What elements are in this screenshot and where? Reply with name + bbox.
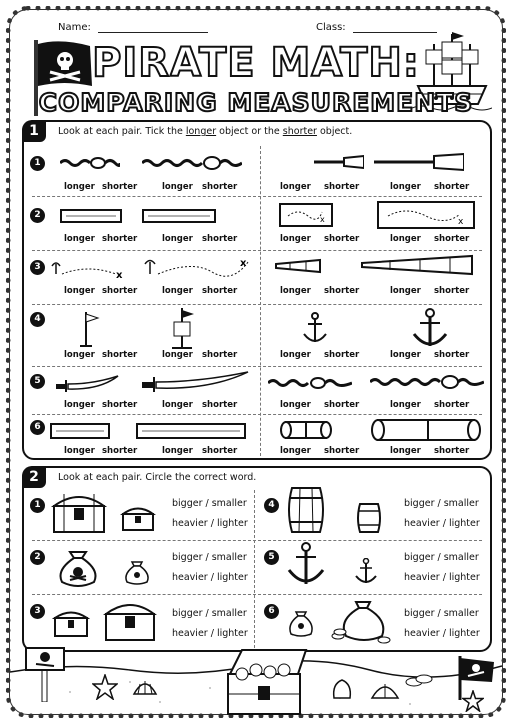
option-longer[interactable]: longer — [162, 234, 193, 244]
option-shorter[interactable]: shorter — [102, 350, 138, 360]
short-sword-icon — [54, 374, 120, 394]
option-longer[interactable]: longer — [64, 350, 95, 360]
option-longer[interactable]: longer — [162, 350, 193, 360]
option-shorter[interactable]: shorter — [324, 446, 360, 456]
name-field[interactable] — [58, 22, 208, 33]
option-shorter[interactable]: shorter — [202, 182, 238, 192]
item-number: 5 — [264, 550, 279, 565]
long-rope-icon — [142, 156, 242, 170]
long-plank-icon — [142, 208, 216, 224]
small-barrel-icon — [356, 502, 382, 534]
row-divider — [32, 414, 482, 415]
option-longer[interactable]: longer — [390, 400, 421, 410]
row-number: 2 — [30, 208, 45, 223]
option-shorter[interactable]: shorter — [434, 286, 470, 296]
option-longer[interactable]: longer — [280, 286, 311, 296]
option-shorter[interactable]: shorter — [202, 234, 238, 244]
option-shorter[interactable]: shorter — [102, 400, 138, 410]
starfish-icon — [462, 690, 484, 712]
item-number: 6 — [264, 604, 279, 619]
large-anchor-icon — [286, 542, 326, 588]
page-subtitle: COMPARING MEASUREMENTS — [38, 88, 474, 117]
section-1-instruction — [58, 126, 352, 137]
option-shorter[interactable]: shorter — [102, 286, 138, 296]
small-coin-bag-icon — [286, 606, 316, 638]
option-bigger-smaller[interactable]: bigger / smaller — [172, 608, 247, 619]
option-shorter[interactable]: shorter — [102, 182, 138, 192]
row-number: 4 — [30, 312, 45, 327]
row-number: 3 — [30, 260, 45, 275]
short-plank-icon — [60, 208, 122, 224]
option-shorter[interactable]: shorter — [434, 400, 470, 410]
option-shorter[interactable]: shorter — [434, 446, 470, 456]
large-map-icon — [376, 200, 476, 230]
option-longer[interactable]: longer — [64, 286, 95, 296]
item-number: 2 — [30, 550, 45, 565]
row-divider — [32, 250, 482, 251]
option-shorter[interactable]: shorter — [324, 286, 360, 296]
instruction-text: object or the — [216, 126, 283, 137]
option-longer[interactable]: longer — [280, 446, 311, 456]
row-divider — [32, 196, 482, 197]
tall-mast-icon — [168, 306, 198, 350]
small-map-icon — [278, 202, 334, 228]
option-longer[interactable]: longer — [280, 350, 311, 360]
row-divider — [32, 594, 482, 595]
option-longer[interactable]: longer — [280, 182, 311, 192]
long-scroll-icon — [368, 416, 484, 444]
option-longer[interactable]: longer — [390, 286, 421, 296]
option-bigger-smaller[interactable]: bigger / smaller — [172, 498, 247, 509]
row-number: 6 — [30, 420, 45, 435]
skull-signpost-icon — [24, 646, 68, 702]
option-shorter[interactable]: shorter — [324, 182, 360, 192]
instruction-shorter: shorter — [282, 126, 317, 137]
option-bigger-smaller[interactable]: bigger / smaller — [172, 552, 247, 563]
instruction-text: Look at each pair. Tick the — [58, 126, 186, 137]
short-telescope-icon — [274, 258, 324, 274]
svg-text:x: x — [116, 270, 123, 280]
short-scroll-icon — [278, 418, 334, 442]
item-number: 4 — [264, 498, 279, 513]
option-longer[interactable]: longer — [390, 446, 421, 456]
option-shorter[interactable]: shorter — [102, 234, 138, 244]
option-longer[interactable]: longer — [390, 350, 421, 360]
shell-icon — [370, 680, 400, 700]
option-bigger-smaller[interactable]: bigger / smaller — [404, 498, 479, 509]
long-sword-icon — [140, 370, 250, 394]
short-rope-icon — [268, 376, 352, 390]
option-shorter[interactable]: shorter — [434, 350, 470, 360]
svg-text:x: x — [240, 258, 247, 269]
row-divider — [32, 366, 482, 367]
s1-row-5 — [24, 370, 490, 418]
option-heavier-lighter[interactable]: heavier / lighter — [404, 518, 480, 529]
large-chest-icon — [102, 598, 158, 642]
option-shorter[interactable]: shorter — [102, 446, 138, 456]
section-1-number: 1 — [22, 120, 46, 142]
option-longer[interactable]: longer — [162, 400, 193, 410]
small-chest-icon — [120, 504, 156, 532]
name-label: Name: — [58, 22, 91, 33]
short-mast-icon — [80, 310, 100, 348]
option-longer[interactable]: longer — [64, 182, 95, 192]
option-shorter[interactable]: shorter — [202, 350, 238, 360]
option-shorter[interactable]: shorter — [434, 182, 470, 192]
svg-text:x: x — [320, 215, 325, 224]
open-treasure-chest-icon — [222, 644, 314, 718]
option-longer[interactable]: longer — [280, 400, 311, 410]
small-money-bag-icon — [122, 556, 152, 586]
section-2-number: 2 — [22, 466, 46, 488]
option-bigger-smaller[interactable]: bigger / smaller — [404, 608, 479, 619]
short-path-icon — [48, 258, 128, 280]
row-number: 5 — [30, 374, 45, 389]
option-shorter[interactable]: shorter — [434, 234, 470, 244]
large-barrel-icon — [286, 486, 326, 534]
page-title: PIRATE MATH: — [92, 40, 420, 86]
large-money-bag-icon — [54, 542, 102, 588]
small-anchor-icon — [302, 312, 328, 346]
item-number: 3 — [30, 604, 45, 619]
option-shorter[interactable]: shorter — [324, 400, 360, 410]
option-shorter[interactable]: shorter — [324, 350, 360, 360]
shell-icon — [132, 678, 158, 696]
option-heavier-lighter[interactable]: heavier / lighter — [172, 628, 248, 639]
column-divider — [254, 490, 255, 648]
short-oar-icon — [314, 154, 364, 170]
section-2 — [22, 466, 492, 652]
short-rope-icon — [60, 156, 120, 170]
long-telescope-icon — [360, 254, 476, 276]
option-longer[interactable]: longer — [64, 446, 95, 456]
svg-text:x: x — [458, 217, 464, 227]
option-shorter[interactable]: shorter — [324, 234, 360, 244]
option-heavier-lighter[interactable]: heavier / lighter — [404, 572, 480, 583]
long-oar-icon — [374, 152, 464, 172]
option-bigger-smaller[interactable]: bigger / smaller — [404, 552, 479, 563]
class-label: Class: — [316, 22, 346, 33]
coins-icon — [404, 672, 434, 688]
s1-row-6 — [24, 418, 490, 460]
option-longer[interactable]: longer — [390, 234, 421, 244]
option-shorter[interactable]: shorter — [202, 400, 238, 410]
s1-row-2 — [24, 200, 490, 250]
row-number: 1 — [30, 156, 45, 171]
small-chest-icon — [52, 608, 90, 638]
s1-row-3 — [24, 254, 490, 304]
long-rope-icon — [370, 374, 484, 390]
option-shorter[interactable]: shorter — [202, 286, 238, 296]
option-shorter[interactable]: shorter — [202, 446, 238, 456]
small-anchor-icon — [354, 558, 378, 586]
option-longer[interactable]: longer — [162, 286, 193, 296]
short-plank-icon — [50, 422, 110, 440]
option-heavier-lighter[interactable]: heavier / lighter — [404, 628, 480, 639]
instruction-text: object. — [316, 126, 353, 137]
item-number: 1 — [30, 498, 45, 513]
option-longer[interactable]: longer — [162, 446, 193, 456]
s1-row-1 — [24, 148, 490, 198]
large-coin-bag-icon — [330, 596, 392, 644]
starfish-icon — [92, 674, 118, 700]
instruction-longer: longer — [185, 126, 217, 137]
large-anchor-icon — [412, 308, 448, 350]
long-plank-icon — [136, 422, 246, 440]
option-heavier-lighter[interactable]: heavier / lighter — [172, 572, 248, 583]
option-longer[interactable]: longer — [390, 182, 421, 192]
long-path-icon — [142, 254, 252, 280]
row-divider — [32, 304, 482, 305]
option-longer[interactable]: longer — [162, 182, 193, 192]
row-divider — [32, 540, 482, 541]
name-line[interactable] — [98, 23, 208, 33]
option-longer[interactable]: longer — [64, 234, 95, 244]
section-2-instruction: Look at each pair. Circle the correct word. — [58, 472, 257, 483]
shell-icon — [330, 678, 354, 700]
large-chest-icon — [50, 490, 108, 534]
option-longer[interactable]: longer — [64, 400, 95, 410]
s1-row-4 — [24, 308, 490, 368]
section-1 — [22, 120, 492, 460]
option-longer[interactable]: longer — [280, 234, 311, 244]
option-heavier-lighter[interactable]: heavier / lighter — [172, 518, 248, 529]
